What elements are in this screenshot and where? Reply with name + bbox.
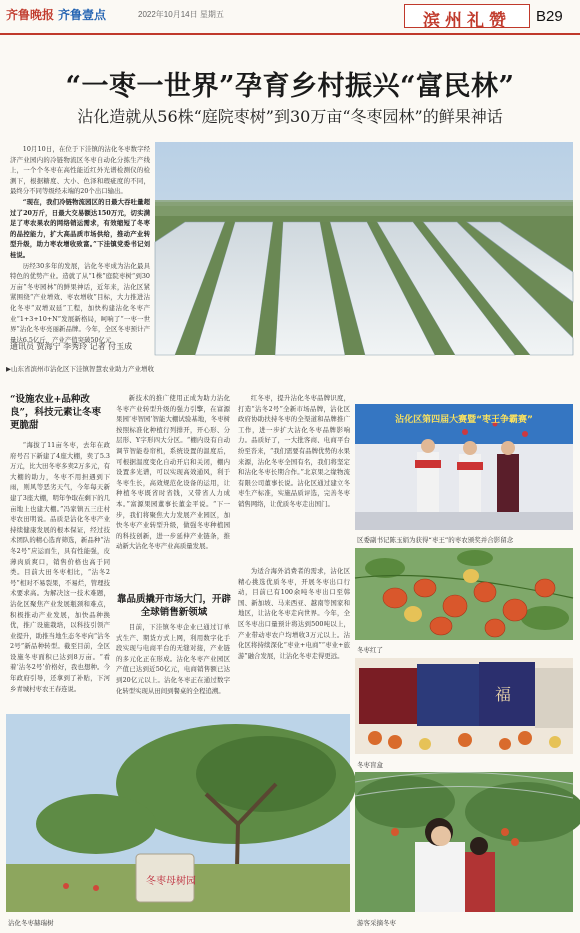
subheadline: 沾化造就从56株“庭院枣树”到30万亩“冬枣园林”的鲜果神话	[77, 107, 503, 126]
greenhouse-photo	[155, 142, 573, 355]
picking-photo	[355, 772, 573, 912]
page-number: B29	[536, 8, 563, 25]
ceremony-caption: 区委副书记陈玉娟为获得“枣王”的枣农颁奖并合影留念	[357, 536, 514, 544]
issue-date: 2022年10月14日 星期五	[138, 10, 224, 19]
brand-app: 齐鲁壹点	[58, 8, 107, 22]
fu-character: 福	[495, 685, 512, 704]
col2-text-2	[116, 622, 230, 710]
ceremony-photo	[355, 404, 573, 530]
garden-photo	[6, 714, 350, 912]
lead-quote: “现在，我们冷链物流园区的日最大吞吐量超过了20万斤，日最大交易额达150万元，切实满足了枣农果农的网络销运需求，有效缩短了冬枣的品控能力，扩大高品质市场供给，推动产业转型升级，助力枣农增收致富。”下洼镇党委书记刘桂说。	[10, 197, 150, 259]
col2-para: 新技术的推广使用正成为助力沾化冬枣产业转型升级的强力引擎，在富源果园‘枣智园’智能大棚试验基地，冬枣树按照标准化种植行列排开，开心形、分层形、Y字形四大分区。“棚内设有自动调节智能卷帘机，系统设置的温度后，可根据温度变化自动开启和关闭，棚内设置多光谱，可以实现高效通风，利于冬枣生长，高效规范化设备的运用，让种植冬枣既省时省钱，又带省人力成本。”富源果园董事长董金平说。“下一步，我们将聚焦大力发展产业园区，加快冬枣产业转型升级，做强冬枣种植园的科技创新，进一步延伸产业链条，推动新大沾化冬枣产业高质量发展。	[116, 394, 230, 551]
caption-marker-icon: ▶	[6, 365, 11, 373]
byline: 通讯员 贾海宁 李秀玲 记者 付玉成	[10, 342, 133, 351]
col2-text	[116, 393, 230, 589]
masthead-rule	[0, 33, 580, 35]
ceremony-banner: 沾化区第四届大赛暨“枣王争霸赛”	[395, 415, 533, 425]
col3-text-2	[238, 566, 350, 710]
col2-para-2: 目前，下洼镇冬枣企业已通过订单式生产、期货方式上网，利用数字化手段实现与电商平台的无缝对接，产业链的多元化正在形成。沾化冬枣产业园区产值已达到近50亿元，电商销售额已达到20亿元以上。沾化冬枣正在通过数字化转型实现从田间到餐桌的全程追溯。	[116, 623, 230, 695]
greenhouse-caption-text: 山东省滨州市沾化区下洼镇智慧农业助力产业增收	[11, 365, 154, 373]
red-dates-photo	[355, 548, 573, 640]
col1-para: “海拔了11亩冬枣，去年在政府号召下新建了4座大棚，卖了5.3万元，比大田冬枣多卖2万多元，有大棚的助力，冬枣不用担遇到下雨，则风等恶劣天气，今年每天新建了3座大棚，明年争取在剩下的几亩地上也建大棚。”冯家镇五三庄村枣农田明说。品质是沾化冬枣产业持续健康发展的根本保证，经过技术团队的精心选育筛选，新品种“沾冬2号”应运而生，具有性能强，皮薄肉质爽口，销售价格也高于同类。目前大田冬枣相比，“沾冬2号”相对不易裂果，不易烂，管理技术要求高。为解决这一技术难题，沾化区聚焦产业发展瓶颈和难点，积极推动产业发展，加快品种换优，推广设施栽培，以科技引领产业提升，助推当地生态冬枣向“沾冬2号”新品种转型。截至目前，全区设施冬枣面积已达到8万亩。“看着‘沾冬2号’价格好，我也想种。今年政府引导，还拿到了补贴，下河乡青城村枣农王春连说。	[10, 441, 110, 693]
gift-box-caption: 冬枣盲盒	[357, 761, 383, 769]
lead-text	[10, 144, 150, 344]
garden-stone-text	[146, 874, 196, 887]
col3-para-2: 为适合海外消费者的需求，沾化区精心挑选优质冬枣，开展冬枣出口行动，目前已有100余吨冬枣出口至韩国、新加坡、马来西亚、越南等国家和地区，让沾化冬枣走向世界。今年，全区冬枣出口量预计将达到500吨以上，产业带动枣农户均增收3万元以上。沾化区将持续深化“枣业+电商”“枣业+旅游”融合发展，让沾化冬枣走得更远。	[238, 567, 350, 660]
newspaper-brand	[6, 6, 106, 23]
headline: “一枣一世界”孕育乡村振兴“富民林”	[65, 71, 515, 102]
lead-para: 10月10日，在位于下洼镇的沾化冬枣数字经济产业园内的冷链物流区冬枣自动化分拣生产线上，一个个冬枣在高性能近红外光谱检测仪的检测下，根据糖度、大小、色泽和瑕疵度的不同，最终分不同等级经未端的20个出口输出。	[10, 145, 150, 196]
col1-subtitle: “设施农业+品种改良”，科技元素让冬枣更脆甜	[10, 394, 101, 431]
greenhouse-caption	[6, 364, 154, 373]
section-title-box	[404, 4, 530, 31]
garden-stone-label: 冬枣母树园	[146, 876, 196, 887]
col3-para: 红冬枣，提升沾化冬枣品牌识度，打造“沾冬2号”全新市场品牌，沾化区政府协助扶持冬枣的全渠道和品牌推广工作，进一步扩大沾化冬枣品牌影响力。品质好了，一大批客商、电商平台纷至沓来，“我们需要有品牌优势的水果来源，沾化冬枣全国有名，我们将坚定和沾化冬枣长期合作。”北京果之缘物流有限公司董事长说。沾化区通过建立冬枣生产标准，实施品质评选，完善冬枣销售网络，让优质冬枣走出国门。	[238, 394, 350, 508]
lead-para-2: 历经30多年的发展，沾化冬枣成为沾化最具特色的优势产业。造就了从“1株”庭院枣树“到30万亩”冬枣园林”的鲜果神话，近年来，沾化区紧紧围绕“产业增效、枣农增收”目标，大力推进沾化冬枣“双增双延”工程，加快构建沾化冬枣产业“1+3+10+N”发展新格局，呵响了“一枣一世界”沾化冬枣亮丽新品牌。今年，全区冬枣预计产量达6.5亿斤，产业产值突破50亿元。	[10, 261, 150, 344]
masthead	[0, 0, 580, 36]
section-title: 滨州礼赞	[423, 11, 511, 31]
red-dates-caption: 冬枣红了	[357, 646, 383, 654]
brand-name: 齐鲁晚报	[6, 8, 55, 22]
garden-caption: 沾化冬枣赫瑞树	[8, 919, 54, 927]
col3-text	[238, 393, 350, 561]
picking-caption: 游客采摘冬枣	[357, 919, 396, 927]
col2-subtitle: 靠品质撬开市场大门，开辟全球销售新领域	[116, 594, 231, 618]
gift-box-photo	[355, 658, 573, 754]
col1-text	[10, 440, 110, 710]
